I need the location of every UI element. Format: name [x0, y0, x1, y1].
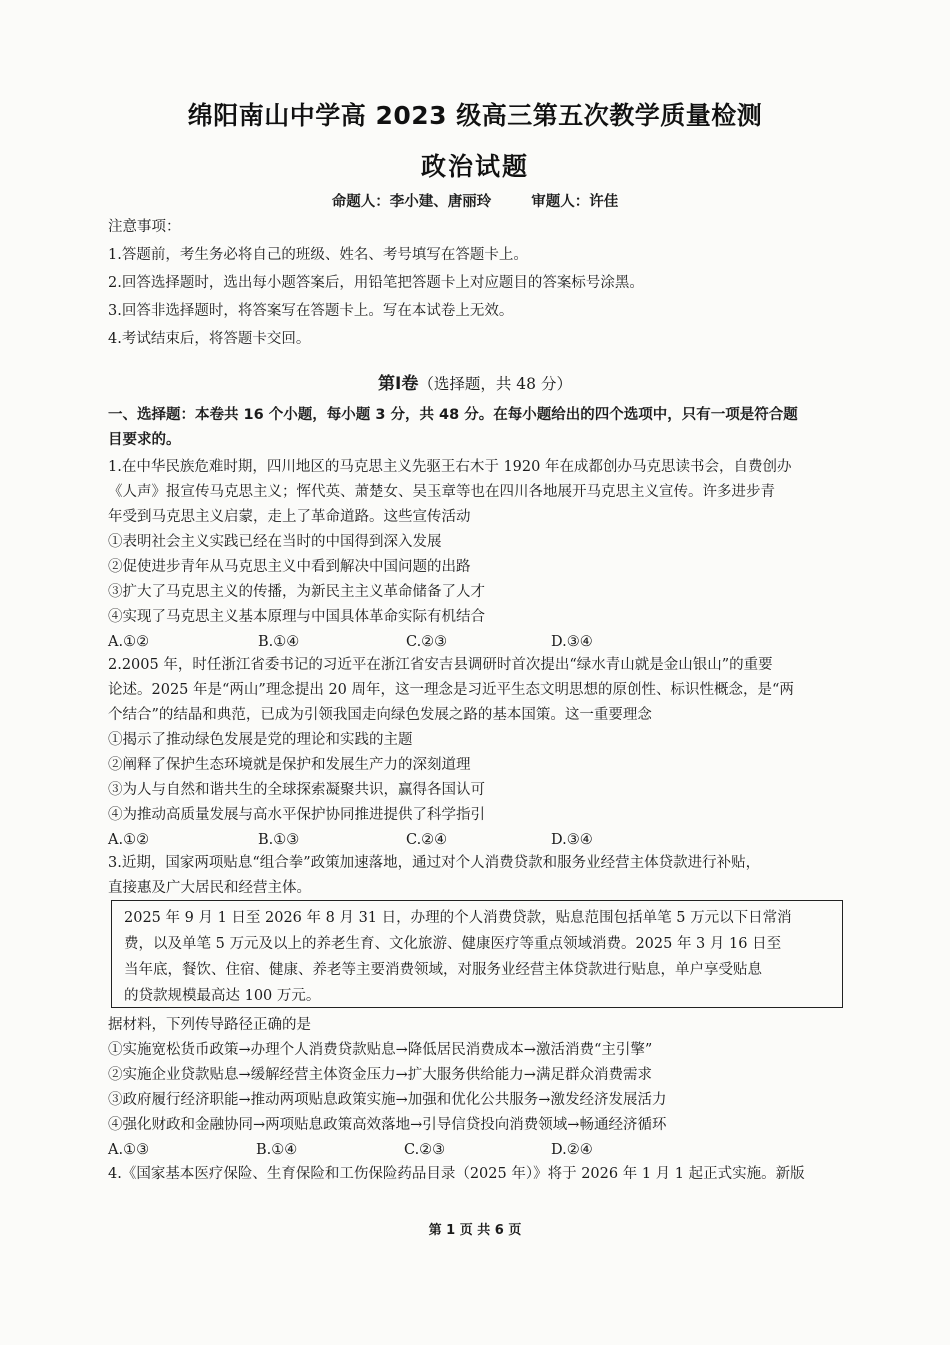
exam-title: 绵阳南山中学高 2023 级高三第五次教学质量检测	[187, 101, 763, 130]
reviewer: 审题人：许佳	[531, 194, 619, 210]
question-3-prompt: 据材料，下列传导路径正确的是	[108, 1017, 311, 1033]
section-instructions: 一、选择题：本卷共 16 个小题，每小题 3 分，共 48 分。在每小题给出的四个选项中，只有一项是符合题	[108, 407, 798, 423]
question-2-statement: ④为推动高质量发展与高水平保护协同推进提供了科学指引	[108, 807, 485, 823]
notice-item: 3.回答非选择题时，将答案写在答题卡上。写在本试卷上无效。	[108, 303, 514, 319]
option-a: A.①③	[108, 1142, 150, 1158]
question-1-statement: ②促使进步青年从马克思主义中看到解决中国问题的出路	[108, 559, 471, 575]
exam-subtitle: 政治试题	[420, 152, 529, 181]
option-a: A.①②	[108, 832, 150, 848]
option-c: C.②③	[404, 1142, 446, 1158]
notice-heading: 注意事项：	[108, 219, 181, 235]
question-2-statement: ①揭示了推动绿色发展是党的理论和实践的主题	[108, 732, 413, 748]
section-instructions: 目要求的。	[108, 432, 181, 448]
question-1-stem: 1.在中华民族危难时期，四川地区的马克思主义先驱王右木于 1920 年在成都创办马克思读书会，自费创办	[108, 459, 792, 475]
part-title	[0, 369, 950, 394]
question-setters: 命题人：李小建、唐丽玲	[331, 194, 492, 210]
question-4-stem: 4.《国家基本医疗保险、生育保险和工伤保险药品目录（2025 年）》将于 2026 年 1 月 1 起正式实施。新版	[108, 1166, 805, 1182]
question-1-statement: ①表明社会主义实践已经在当时的中国得到深入发展	[108, 534, 442, 550]
question-2-stem: 2.2005 年，时任浙江省委书记的习近平在浙江省安吉县调研时首次提出“绿水青山就是金山银山”的重要	[108, 657, 773, 673]
notice-item: 1.答题前，考生务必将自己的班级、姓名、考号填写在答题卡上。	[108, 247, 528, 263]
material-box	[111, 900, 843, 1008]
material-line: 当年底，餐饮、住宿、健康、养老等主要消费领域，对服务业经营主体贷款进行贴息，单户享受贴息	[124, 962, 762, 978]
notice-item: 2.回答选择题时，选出每小题答案后，用铅笔把答题卡上对应题目的答案标号涂黑。	[108, 275, 644, 291]
notice-item: 4.考试结束后，将答题卡交回。	[108, 331, 311, 347]
question-1-stem: 《人声》报宣传马克思主义；恽代英、萧楚女、吴玉章等也在四川各地展开马克思主义宣传。许多进步青	[108, 484, 775, 500]
question-1-statement: ③扩大了马克思主义的传播，为新民主主义革命储备了人才	[108, 584, 485, 600]
material-line: 的贷款规模最高达 100 万元。	[124, 988, 321, 1004]
part-title-main: 第Ⅰ卷	[378, 374, 419, 394]
option-d: D.②④	[551, 1142, 593, 1158]
question-2-stem: 论述。2025 年是“两山”理念提出 20 周年，这一理念是习近平生态文明思想的原创性、标识性概念，是“两	[108, 682, 794, 698]
option-b: B.①④	[258, 634, 300, 650]
option-b: B.①③	[258, 832, 300, 848]
option-b: B.①④	[256, 1142, 298, 1158]
option-d: D.③④	[551, 832, 593, 848]
question-3-stem: 直接惠及广大居民和经营主体。	[108, 880, 311, 896]
question-3-statement: ②实施企业贷款贴息→缓解经营主体资金压力→扩大服务供给能力→满足群众消费需求	[108, 1067, 652, 1083]
option-c: C.②④	[406, 832, 448, 848]
question-3-statement: ③政府履行经济职能→推动两项贴息政策实施→加强和优化公共服务→激发经济发展活力	[108, 1092, 667, 1108]
question-3-statement: ④强化财政和金融协同→两项贴息政策高效落地→引导信贷投向消费领域→畅通经济循环	[108, 1117, 667, 1133]
part-title-sub: （选择题，共 48 分）	[418, 375, 572, 393]
material-line: 2025 年 9 月 1 日至 2026 年 8 月 31 日，办理的个人消费贷款，贴息范围包括单笔 5 万元以下日常消	[124, 910, 792, 926]
option-d: D.③④	[551, 634, 593, 650]
question-3-statement: ①实施宽松货币政策→办理个人消费贷款贴息→降低居民消费成本→激活消费“主引擎”	[108, 1042, 653, 1058]
authors-line	[0, 190, 950, 211]
page-number: 第 1 页 共 6 页	[428, 1223, 522, 1238]
question-2-statement: ③为人与自然和谐共生的全球探索凝聚共识，赢得各国认可	[108, 782, 485, 798]
material-line: 费，以及单笔 5 万元及以上的养老生育、文化旅游、健康医疗等重点领域消费。2025 年 3 月 16 日至	[124, 936, 782, 952]
question-1-stem: 年受到马克思主义启蒙，走上了革命道路。这些宣传活动	[108, 509, 471, 525]
option-c: C.②③	[406, 634, 448, 650]
question-2-stem: 个结合”的结晶和典范，已成为引领我国走向绿色发展之路的基本国策。这一重要理念	[108, 707, 652, 723]
option-a: A.①②	[108, 634, 150, 650]
question-3-stem: 3.近期，国家两项贴息“组合拳”政策加速落地，通过对个人消费贷款和服务业经营主体贷款进行补贴，	[108, 855, 761, 871]
question-1-statement: ④实现了马克思主义基本原理与中国具体革命实际有机结合	[108, 609, 485, 625]
question-2-statement: ②阐释了保护生态环境就是保护和发展生产力的深刻道理	[108, 757, 471, 773]
